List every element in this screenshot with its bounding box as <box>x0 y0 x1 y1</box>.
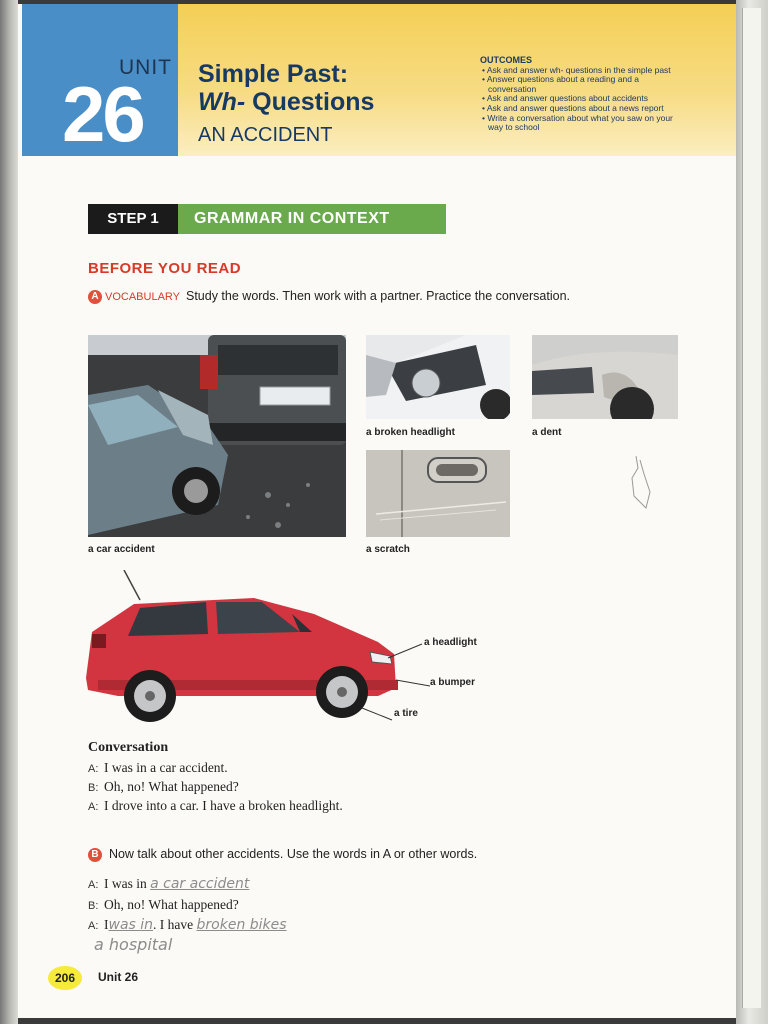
letter-a-badge: A <box>88 290 102 304</box>
unit-number: 26 <box>62 70 143 158</box>
practice-line-1: A: I was in a car accident <box>88 876 250 892</box>
handwriting-answer: broken bikes <box>196 917 287 933</box>
practice-line-4 <box>94 935 172 954</box>
outcome-item: • Write a conversation about what you saw on your way to school <box>482 112 673 133</box>
caption-car-accident: a car accident <box>88 544 155 555</box>
section-heading: BEFORE YOU READ <box>88 260 242 277</box>
caption-broken-headlight: a broken headlight <box>366 427 455 438</box>
letter-b-badge: B <box>88 848 102 862</box>
car-accident-photo <box>88 335 346 537</box>
caption-dent: a dent <box>532 427 562 438</box>
instruction-a <box>88 289 570 304</box>
footer-unit: Unit 26 <box>98 970 139 984</box>
unit-box <box>22 4 178 156</box>
instruction-b-text: Now talk about other accidents. Use the words in A or other words. <box>108 847 478 861</box>
practice-line-2: B: Oh, no! What happened? <box>88 897 239 912</box>
title-wh: Wh- <box>198 88 246 116</box>
conversation-line: A: I was in a car accident. <box>88 760 228 775</box>
conversation-line: B: Oh, no! What happened? <box>88 779 239 794</box>
broken-headlight-photo <box>366 335 510 419</box>
label-bumper: a bumper <box>430 677 476 688</box>
book-left-edge <box>0 0 18 1024</box>
outcome-item: • Ask and answer questions about a news report <box>482 102 664 113</box>
dent-illustration <box>532 335 678 419</box>
instruction-b <box>88 847 477 862</box>
practice-line-3: A: Iwas in. I have broken bikes <box>88 917 287 933</box>
title-line1: Simple Past: <box>198 60 349 88</box>
outcomes-box <box>480 56 680 133</box>
page-number: 206 <box>48 966 82 990</box>
instruction-a-text: Study the words. Then work with a partner. Practice the conversation. <box>186 289 570 303</box>
car-accident-illustration <box>88 335 346 537</box>
label-headlight: a headlight <box>424 637 477 648</box>
step-title: GRAMMAR IN CONTEXT <box>178 204 446 234</box>
outcome-item: • Answer questions about a reading and a conversation <box>482 74 640 94</box>
title-questions: Questions <box>245 88 375 116</box>
handwriting-answer: was in <box>108 917 154 933</box>
subtitle: AN ACCIDENT <box>198 124 333 146</box>
step-label: STEP 1 <box>88 204 178 234</box>
scratch-illustration <box>366 450 510 537</box>
outcome-item: • Ask and answer wh- questions in the simple past <box>482 64 671 75</box>
unit-word: UNIT <box>119 56 172 79</box>
book-right-edge <box>736 0 768 1024</box>
pencil-sketch <box>624 452 654 512</box>
handwriting-answer: a hospital <box>94 935 173 954</box>
conversation-heading: Conversation <box>88 740 169 755</box>
page-stack <box>742 8 761 1008</box>
red-car-illustration <box>78 570 498 730</box>
handwriting-answer: a car accident <box>150 876 250 892</box>
vocabulary-tag: VOCABULARY <box>105 291 180 303</box>
outcome-item: • Ask and answer questions about accidents <box>482 93 649 104</box>
outcomes-heading: OUTCOMES <box>480 55 533 65</box>
conversation-line: A: I drove into a car. I have a broken headlight. <box>88 798 343 813</box>
caption-scratch: a scratch <box>366 544 410 555</box>
title-line2 <box>198 88 374 117</box>
broken-headlight-illustration <box>366 335 510 419</box>
textbook-page <box>18 4 736 1018</box>
label-tire: a tire <box>394 708 418 719</box>
dent-photo <box>532 335 678 419</box>
scratch-photo <box>366 450 510 537</box>
